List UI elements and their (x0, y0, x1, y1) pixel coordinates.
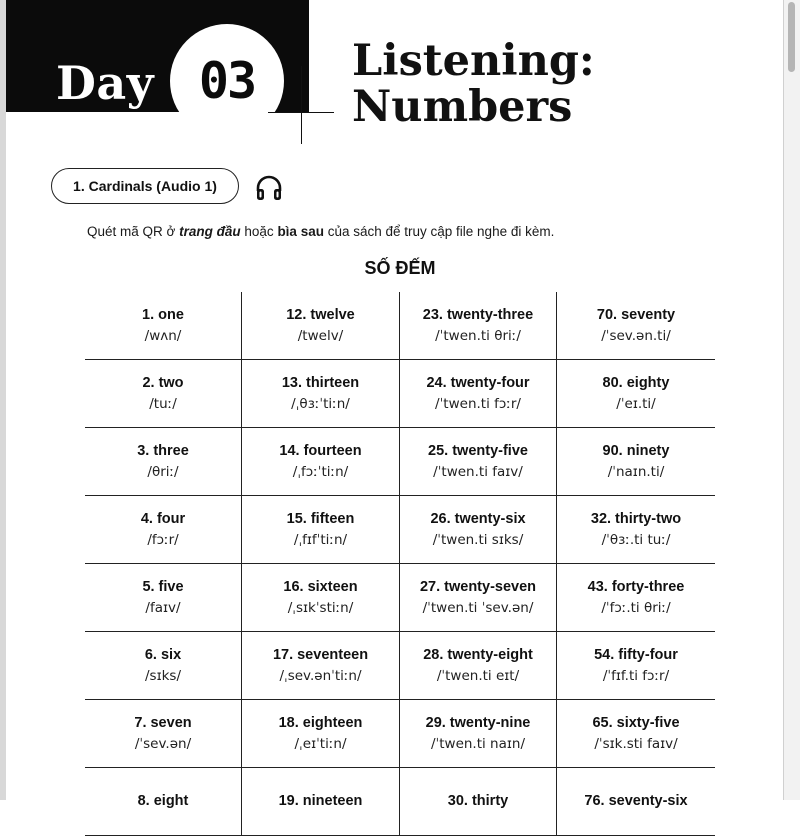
instruction-text: Quét mã QR ở trang đầu hoặc bìa sau của sách để truy cập file nghe đi kèm. (87, 224, 555, 239)
number-ipa: /θriː/ (147, 463, 179, 480)
number-ipa: /ˈtwen.ti sɪks/ (432, 531, 524, 548)
number-word: 1. one (142, 306, 184, 323)
table-cell (557, 632, 715, 700)
number-ipa: /ˈeɪ.ti/ (616, 395, 656, 412)
number-word: 76. seventy-six (584, 792, 688, 809)
headphones-icon[interactable] (254, 173, 284, 203)
number-word: 29. twenty-nine (425, 714, 531, 731)
number-ipa: /ˈtwen.ti ˈsev.ən/ (422, 599, 534, 616)
number-word: 30. thirty (447, 792, 509, 809)
table-cell (557, 564, 715, 632)
page-title (352, 38, 595, 130)
number-ipa: /ˌfɔːˈtiːn/ (292, 463, 349, 480)
table-cell (85, 768, 242, 836)
number-ipa: /ˈtwen.ti θriː/ (435, 327, 521, 344)
scrollbar-thumb[interactable] (788, 2, 795, 72)
table-cell (242, 496, 400, 564)
number-word: 43. forty-three (587, 578, 685, 595)
table-cell (400, 768, 557, 836)
table-cell (242, 768, 400, 836)
scrollbar-track[interactable] (783, 0, 800, 800)
numbers-table (85, 292, 715, 836)
instruction-emphasis-2: bìa sau (277, 224, 324, 239)
number-word: 8. eight (137, 792, 189, 809)
number-ipa: /ˈtwen.ti eɪt/ (436, 667, 520, 684)
table-cell (400, 632, 557, 700)
number-ipa: /twelv/ (297, 327, 344, 344)
number-word: 4. four (140, 510, 186, 527)
table-cell (557, 700, 715, 768)
number-word: 28. twenty-eight (423, 646, 533, 663)
divider-vertical (301, 66, 302, 144)
table-cell (400, 292, 557, 360)
table-cell (242, 428, 400, 496)
table-cell (557, 768, 715, 836)
table-cell (400, 564, 557, 632)
number-word: 70. seventy (596, 306, 676, 323)
table-cell (85, 700, 242, 768)
page-title-line1: Listening: (352, 36, 595, 86)
number-ipa: /ˈθɜː.ti tuː/ (601, 531, 671, 548)
table-cell (85, 564, 242, 632)
number-word: 7. seven (134, 714, 192, 731)
table-cell (557, 428, 715, 496)
number-word: 16. sixteen (283, 578, 358, 595)
table-cell (400, 700, 557, 768)
table-cell (85, 292, 242, 360)
number-word: 17. seventeen (272, 646, 369, 663)
day-label: Day (56, 56, 154, 110)
number-word: 24. twenty-four (426, 374, 530, 391)
number-word: 19. nineteen (278, 792, 363, 809)
number-ipa: /ˈnaɪn.ti/ (607, 463, 665, 480)
table-cell (85, 632, 242, 700)
number-word: 65. sixty-five (592, 714, 680, 731)
number-ipa: /ˈfɪf.ti fɔːr/ (602, 667, 670, 684)
table-cell (242, 360, 400, 428)
number-word: 14. fourteen (279, 442, 362, 459)
number-word: 80. eighty (602, 374, 670, 391)
table-cell (242, 700, 400, 768)
day-number: 03 (198, 52, 256, 110)
number-word: 6. six (144, 646, 182, 663)
number-ipa: /faɪv/ (145, 599, 181, 616)
number-word: 18. eighteen (278, 714, 363, 731)
number-word: 25. twenty-five (428, 442, 528, 459)
number-word: 13. thirteen (281, 374, 360, 391)
number-word: 15. fifteen (286, 510, 355, 527)
number-ipa: /fɔːr/ (147, 531, 179, 548)
number-word: 90. ninety (602, 442, 670, 459)
number-ipa: /ˌsev.ənˈtiːn/ (279, 667, 362, 684)
number-ipa: /ˈfɔː.ti θriː/ (601, 599, 671, 616)
table-cell (400, 360, 557, 428)
table-cell (242, 292, 400, 360)
number-word: 3. three (137, 442, 189, 459)
number-ipa: /tuː/ (149, 395, 177, 412)
number-ipa: /ˈsev.ən/ (134, 735, 192, 752)
table-cell (557, 292, 715, 360)
number-word: 23. twenty-three (422, 306, 534, 323)
number-ipa: /ˈtwen.ti naɪn/ (430, 735, 526, 752)
page-title-line2: Numbers (352, 82, 573, 132)
number-ipa: /ˌeɪˈtiːn/ (294, 735, 347, 752)
table-cell (557, 496, 715, 564)
number-ipa: /ˈsɪk.sti faɪv/ (594, 735, 678, 752)
number-ipa: /ˌfɪfˈtiːn/ (293, 531, 348, 548)
table-cell (85, 428, 242, 496)
table-cell (557, 360, 715, 428)
page-left-edge (0, 0, 6, 800)
number-word: 5. five (142, 578, 184, 595)
table-cell (85, 496, 242, 564)
divider-horizontal (268, 112, 334, 113)
number-ipa: /ˈsev.ən.ti/ (601, 327, 671, 344)
table-cell (400, 496, 557, 564)
instruction-emphasis-1: trang đầu (179, 224, 241, 239)
number-word: 26. twenty-six (430, 510, 526, 527)
number-word: 2. two (142, 374, 184, 391)
number-word: 32. thirty-two (590, 510, 682, 527)
number-ipa: /ˈtwen.ti faɪv/ (433, 463, 523, 480)
number-ipa: /wʌn/ (144, 327, 182, 344)
table-cell (85, 360, 242, 428)
table-cell (400, 428, 557, 496)
section-label-pill: 1. Cardinals (Audio 1) (51, 168, 239, 204)
number-ipa: /ˌsɪkˈstiːn/ (287, 599, 354, 616)
table-title: SỐ ĐẾM (364, 258, 436, 278)
number-ipa: /ˈtwen.ti fɔːr/ (435, 395, 521, 412)
number-word: 54. fifty-four (594, 646, 678, 663)
number-ipa: /ˌθɜːˈtiːn/ (291, 395, 350, 412)
table-cell (242, 564, 400, 632)
number-ipa: /sɪks/ (145, 667, 181, 684)
number-word: 12. twelve (286, 306, 355, 323)
table-cell (242, 632, 400, 700)
number-word: 27. twenty-seven (419, 578, 537, 595)
